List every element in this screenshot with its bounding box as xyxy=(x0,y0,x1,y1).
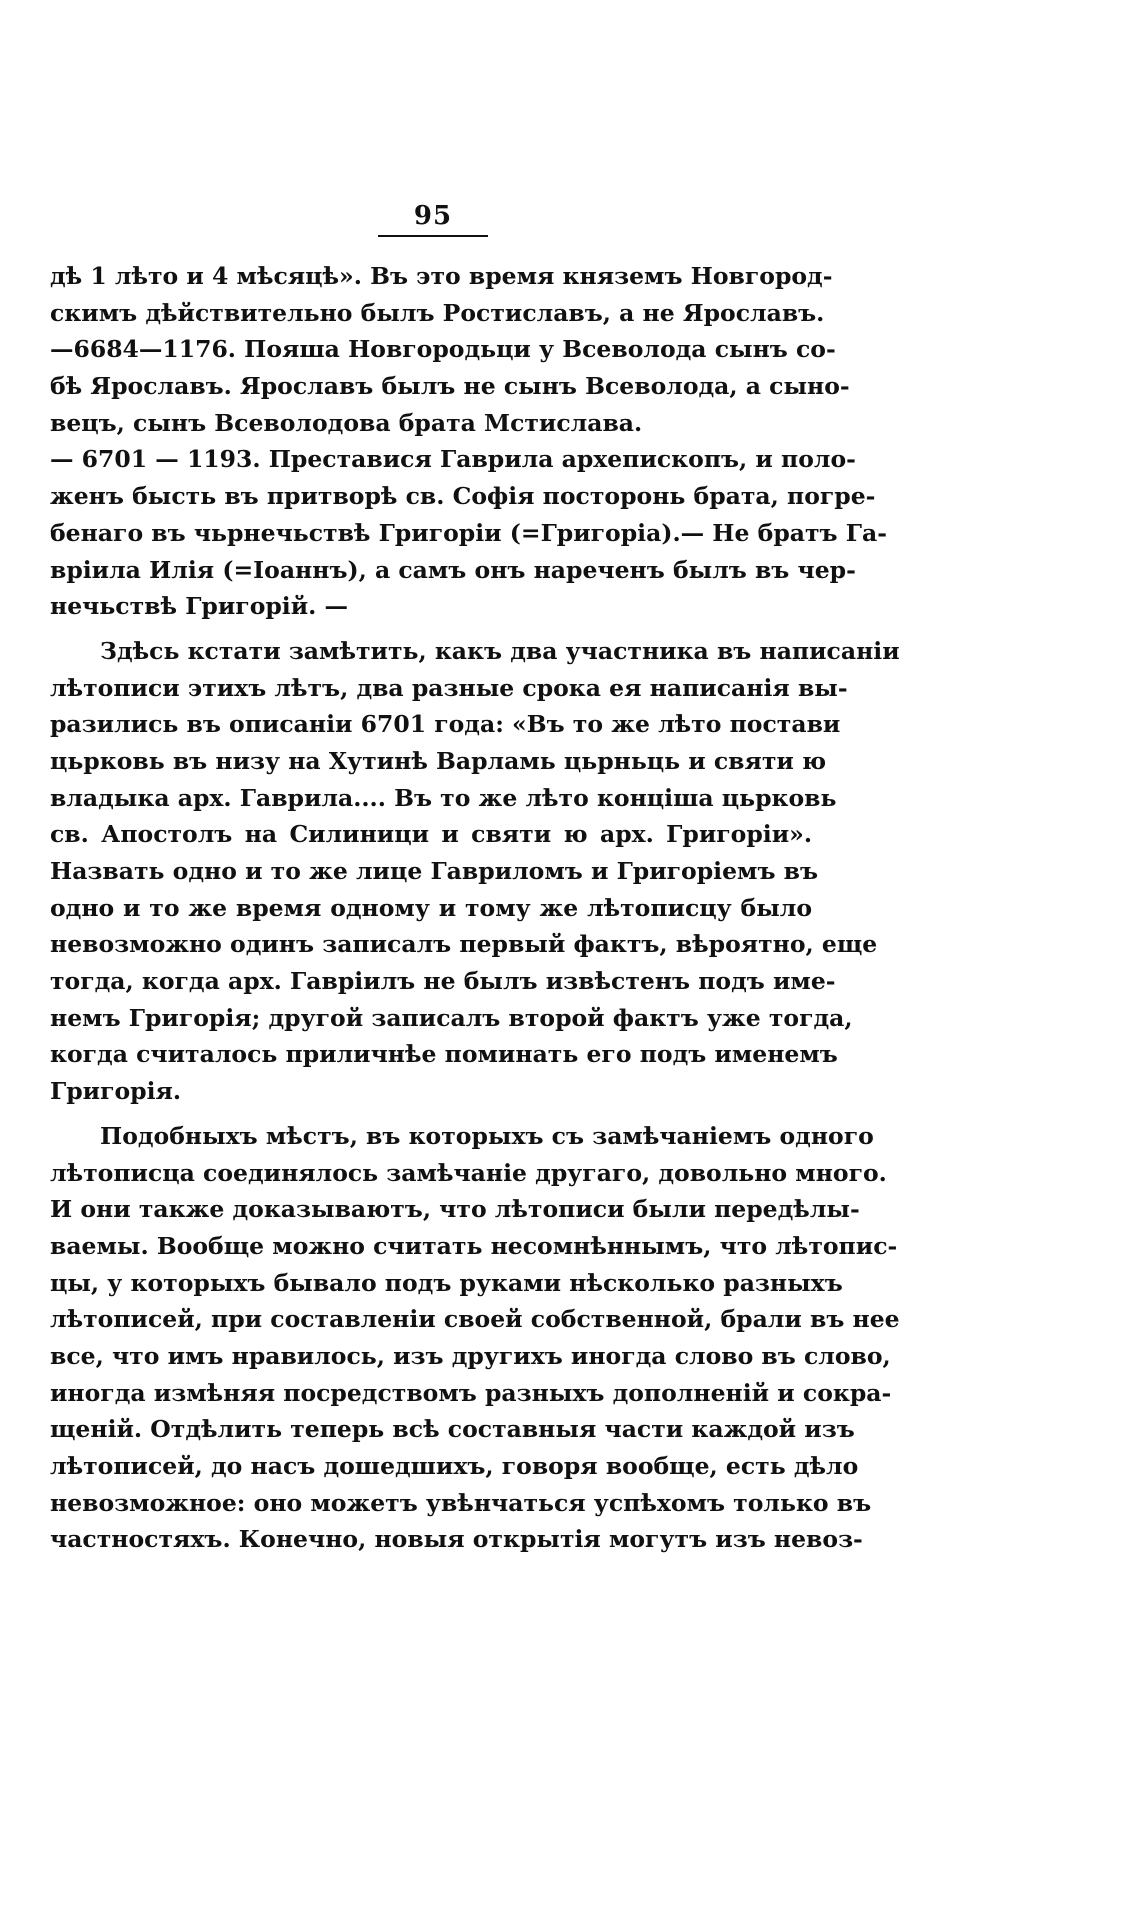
text-line: владыка арх. Гаврила.... Въ то же лѣто конціша цьрковь xyxy=(50,783,837,812)
text-line: Подобныхъ мѣстъ, въ которыхъ съ замѣчаніемъ одного xyxy=(100,1121,874,1150)
text-line: вріила Илія (=Іоаннъ), а самъ онъ нареченъ былъ въ чер- xyxy=(50,555,856,584)
text-line: скимъ дѣйствительно былъ Ростиславъ, а не Ярославъ. xyxy=(50,298,825,327)
text-line: нечьствѣ Григорій. — xyxy=(50,592,349,621)
text-line: И они также доказываютъ, что лѣтописи были передѣлы- xyxy=(50,1195,860,1224)
text-line: лѣтописей, при составленіи своей собственной, брали въ нее xyxy=(50,1305,900,1334)
text-line: лѣтописи этихъ лѣтъ, два разные срока ея написанія вы- xyxy=(50,673,848,702)
text-line: невозможно одинъ записалъ первый фактъ, вѣроятно, еще xyxy=(50,930,878,959)
text-line: цьрковь въ низу на Хутинѣ Варламь цьрньць и святи ю xyxy=(50,746,827,775)
text-line: дѣ 1 лѣто и 4 мѣсяцѣ». Въ это время княземъ Новгород- xyxy=(50,262,833,290)
text-line: Назвать одно и то же лице Гавриломъ и Григоріемъ въ xyxy=(50,857,819,885)
text-line: иногда измѣняя посредствомъ разныхъ дополненій и сокра- xyxy=(50,1378,892,1407)
text-line: лѣтописца соединялось замѣчаніе другаго, довольно много. xyxy=(50,1158,887,1187)
text-line: св. Апостолъ на Силиници и святи ю арх. Григоріи». xyxy=(50,820,812,849)
body-text xyxy=(50,258,900,1558)
text-line: разились въ описаніи 6701 года: «Въ то же лѣто постави xyxy=(50,710,841,739)
text-line: тогда, когда арх. Гавріилъ не былъ извѣстенъ подъ име- xyxy=(50,967,836,996)
page-number-rule xyxy=(378,235,488,237)
text-line: бенаго въ чьрнечьствѣ Григоріи (=Григоріа).— Не братъ Га- xyxy=(50,518,887,547)
text-line: немъ Григорія; другой записалъ второй фактъ уже тогда, xyxy=(50,1003,853,1032)
text-line: когда считалось приличнѣе поминать его подъ именемъ xyxy=(50,1040,838,1069)
text-line: бѣ Ярославъ. Ярославъ былъ не сынъ Всеволода, а сыно- xyxy=(50,372,850,401)
text-line: одно и то же время одному и тому же лѣтописцу было xyxy=(50,893,812,922)
text-line: цы, у которыхъ бывало подъ руками нѣсколько разныхъ xyxy=(50,1268,843,1297)
text-line: вецъ, сынъ Всеволодова брата Мстислава. xyxy=(50,408,643,437)
text-line: женъ бысть въ притворѣ св. Софія посторонь брата, погре- xyxy=(50,482,876,511)
text-line: —6684—1176. Пояша Новгородьци у Всеволода сынъ со- xyxy=(50,335,836,364)
text-line: — 6701 — 1193. Преставися Гаврила архепископъ, и поло- xyxy=(50,445,856,474)
text-line: все, что имъ нравилось, изъ другихъ иногда слово въ слово, xyxy=(50,1341,891,1370)
page-number: 95 xyxy=(413,201,453,231)
text-line: лѣтописей, до насъ дошедшихъ, говоря вообще, есть дѣло xyxy=(50,1452,859,1480)
text-line: частностяхъ. Конечно, новыя открытія могутъ изъ невоз- xyxy=(50,1525,863,1554)
text-line: ваемы. Вообще можно считать несомнѣннымъ, что лѣтопис- xyxy=(50,1231,898,1260)
text-line: Здѣсь кстати замѣтить, какъ два участника въ написаніи xyxy=(100,636,900,665)
text-line: невозможное: оно можетъ увѣнчаться успѣхомъ только въ xyxy=(50,1488,872,1517)
text-line: Григорія. xyxy=(50,1077,182,1106)
text-line: щеній. Отдѣлить теперь всѣ составныя части каждой изъ xyxy=(50,1415,855,1444)
